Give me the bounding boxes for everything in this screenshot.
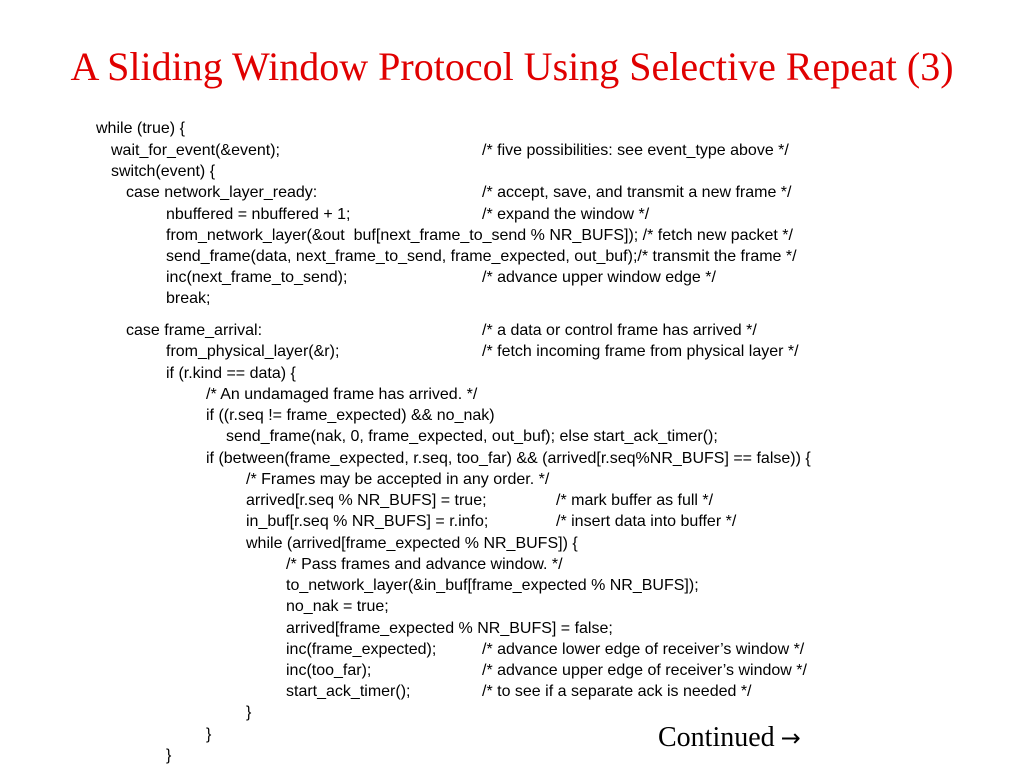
code-line: break;: [166, 290, 211, 307]
code-line: send_frame(data, next_frame_to_send, frame_expected, out_buf);/* transmit the frame */: [166, 248, 797, 265]
code-comment: /* insert data into buffer */: [556, 513, 737, 530]
code-line: from_network_layer(&out buf[next_frame_to_send % NR_BUFS]); /* fetch new packet */: [166, 227, 793, 244]
code-comment: /* five possibilities: see event_type above */: [482, 142, 789, 159]
code-line: }: [246, 704, 252, 721]
code-line: inc(next_frame_to_send);: [166, 269, 348, 286]
code-comment: /* expand the window */: [482, 206, 650, 223]
code-line: }: [206, 726, 212, 743]
code-comment: /* advance upper edge of receiver’s window */: [482, 662, 807, 679]
code-line: }: [166, 747, 172, 764]
code-line: case network_layer_ready:: [126, 184, 318, 201]
code-line: inc(frame_expected);: [286, 641, 437, 658]
slide-title: A Sliding Window Protocol Using Selective Repeat (3): [70, 44, 954, 89]
code-line: arrived[frame_expected % NR_BUFS] = false;: [286, 620, 613, 637]
code-line: inc(too_far);: [286, 662, 372, 679]
code-comment: /* fetch incoming frame from physical layer */: [482, 343, 799, 360]
code-line: if (r.kind == data) {: [166, 365, 296, 382]
code-comment: /* a data or control frame has arrived */: [482, 322, 757, 339]
code-line: wait_for_event(&event);: [111, 142, 280, 159]
right-arrow-icon: →: [780, 724, 801, 752]
code-line: in_buf[r.seq % NR_BUFS] = r.info;: [246, 513, 489, 530]
code-line: if ((r.seq != frame_expected) && no_nak): [206, 407, 495, 424]
code-comment: /* to see if a separate ack is needed */: [482, 683, 752, 700]
code-line: from_physical_layer(&r);: [166, 343, 340, 360]
continued-text: Continued: [658, 722, 775, 753]
code-line: /* Frames may be accepted in any order. */: [246, 471, 550, 488]
code-line: to_network_layer(&in_buf[frame_expected % NR_BUFS]);: [286, 577, 699, 594]
code-line: while (arrived[frame_expected % NR_BUFS]) {: [246, 535, 578, 552]
code-line: switch(event) {: [111, 163, 216, 180]
code-line: /* An undamaged frame has arrived. */: [206, 386, 478, 403]
code-line: nbuffered = nbuffered + 1;: [166, 206, 351, 223]
code-line: /* Pass frames and advance window. */: [286, 556, 563, 573]
code-comment: /* accept, save, and transmit a new frame */: [482, 184, 792, 201]
code-line: arrived[r.seq % NR_BUFS] = true;: [246, 492, 487, 509]
code-comment: /* mark buffer as full */: [556, 492, 714, 509]
continued-label: [658, 720, 801, 756]
code-comment: /* advance lower edge of receiver’s window */: [482, 641, 805, 658]
code-line: send_frame(nak, 0, frame_expected, out_buf); else start_ack_timer();: [226, 428, 718, 445]
code-line: start_ack_timer();: [286, 683, 411, 700]
code-comment: /* advance upper window edge */: [482, 269, 716, 286]
code-line: no_nak = true;: [286, 598, 389, 615]
code-line: if (between(frame_expected, r.seq, too_far) && (arrived[r.seq%NR_BUFS] == false)) {: [206, 450, 811, 467]
code-line: case frame_arrival:: [126, 322, 263, 339]
code-line: while (true) {: [96, 120, 185, 137]
